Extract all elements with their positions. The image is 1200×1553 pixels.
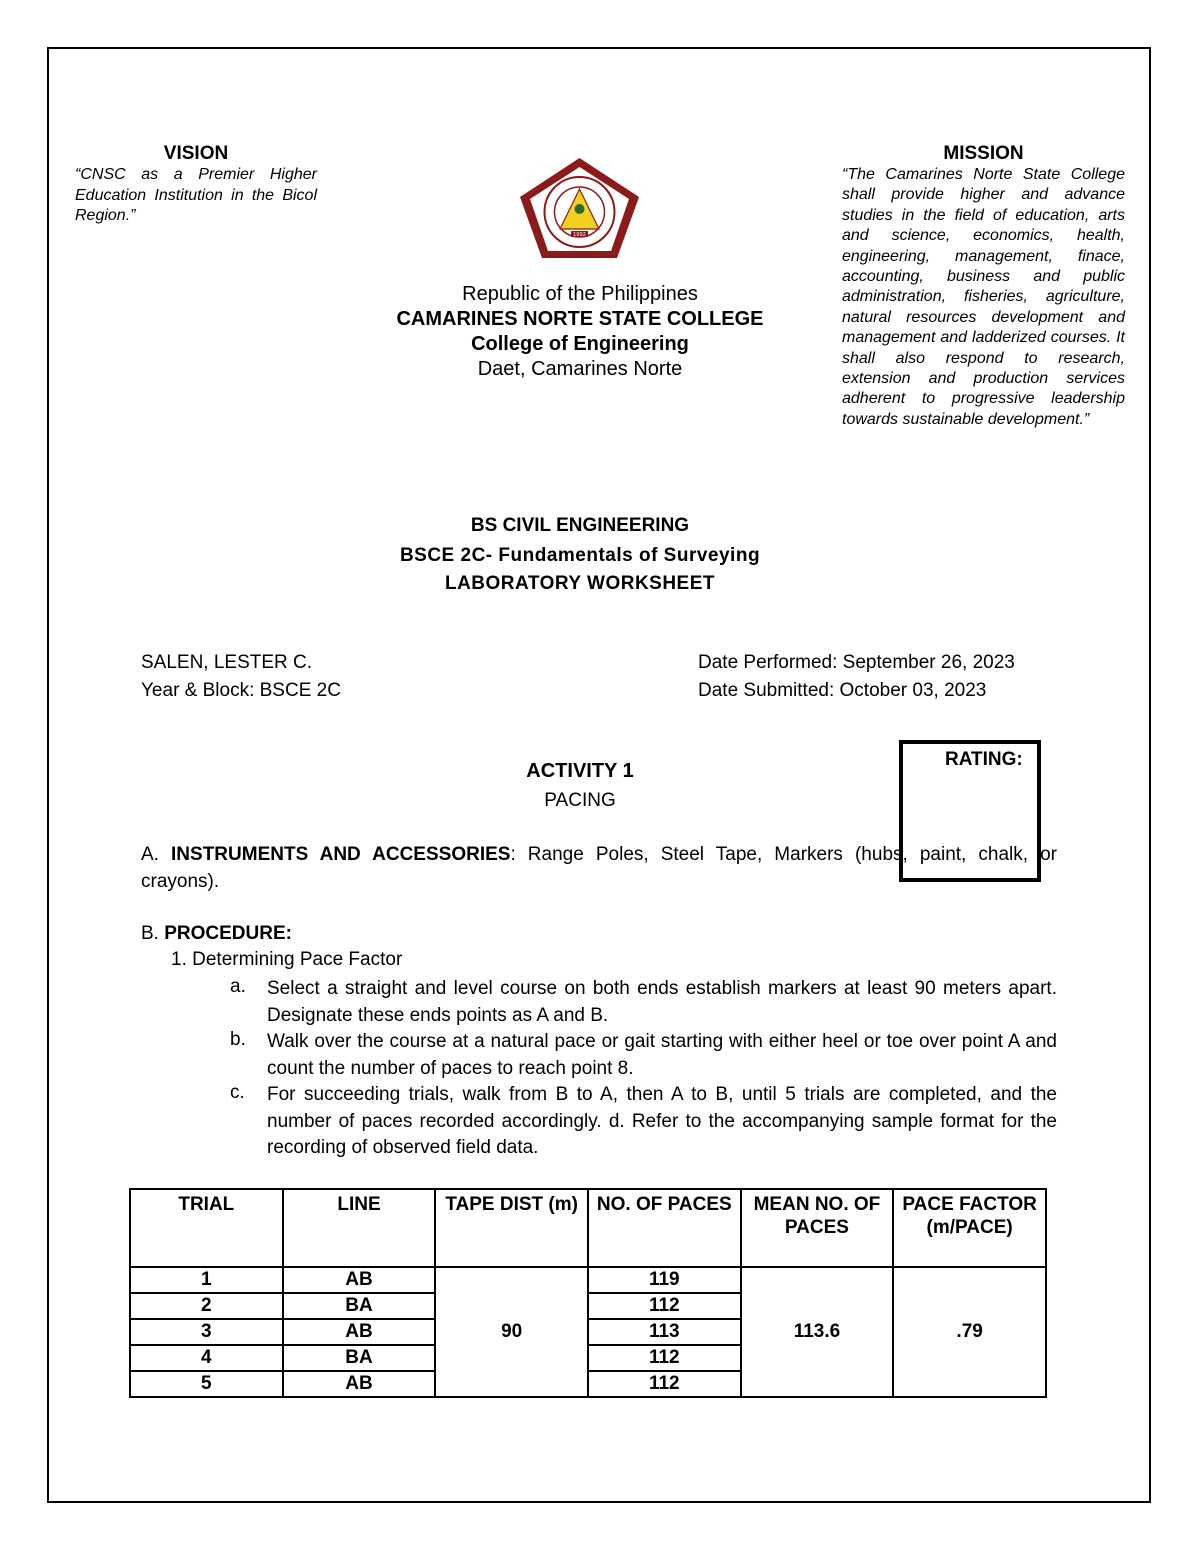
header-pace-factor: PACE FACTOR (m/PACE) — [893, 1189, 1046, 1267]
item-a-text: Select a straight and level course on both ends establish markers at least 90 meters apart. Designate these ends points as A and B. — [267, 978, 1057, 1026]
line-cell: AB — [283, 1319, 436, 1345]
trial-cell: 3 — [130, 1319, 283, 1345]
trial-cell: 2 — [130, 1293, 283, 1319]
student-name: SALEN, LESTER C. — [141, 652, 313, 673]
rating-label: RATING: — [945, 749, 1023, 770]
activity-title: ACTIVITY 1 — [526, 760, 634, 782]
header-tape-dist: TAPE DIST (m) — [435, 1189, 588, 1267]
section-b-letter: B. — [141, 923, 159, 944]
section-a-heading: INSTRUMENTS AND ACCESSORIES — [171, 844, 511, 865]
department-name: College of Engineering — [471, 333, 689, 355]
pace-factor-cell: .79 — [893, 1267, 1046, 1397]
section-b-heading: PROCEDURE: — [164, 923, 292, 944]
item-b-text: Walk over the course at a natural pace or gait starting with either heel or toe over point A and count the number of paces to reach point 8. — [267, 1031, 1057, 1079]
header-no-of-paces: NO. OF PACES — [588, 1189, 741, 1267]
procedure-step: 1. Determining Pace Factor — [171, 949, 403, 970]
section-b — [141, 923, 292, 945]
mean-paces-cell: 113.6 — [741, 1267, 894, 1397]
paces-cell: 112 — [588, 1345, 741, 1371]
item-c-letter: c. — [230, 1082, 245, 1103]
course-title: BSCE 2C- Fundamentals of Surveying — [399, 545, 761, 566]
activity-subtitle: PACING — [544, 790, 616, 811]
item-b-letter: b. — [230, 1029, 246, 1050]
line-cell: AB — [283, 1267, 436, 1293]
item-c-text: For succeeding trials, walk from B to A, then A to B, until 5 trials are completed, and the number of paces recorded accordingly. d. Refer to the accompanying sample format for the recording of observed field data. — [267, 1084, 1057, 1158]
trial-cell: 1 — [130, 1267, 283, 1293]
table-row — [130, 1267, 1046, 1293]
header-line: LINE — [283, 1189, 436, 1267]
seal-year: 1992 — [573, 232, 586, 238]
trial-cell: 5 — [130, 1371, 283, 1397]
year-block: Year & Block: BSCE 2C — [141, 680, 341, 701]
paces-cell: 113 — [588, 1319, 741, 1345]
college-location: Daet, Camarines Norte — [477, 358, 683, 380]
table-header-row — [130, 1189, 1046, 1267]
pacing-data-table — [129, 1188, 1047, 1398]
program-title: BS CIVIL ENGINEERING — [470, 515, 690, 536]
worksheet-title: LABORATORY WORKSHEET — [444, 573, 716, 594]
item-a-letter: a. — [230, 976, 246, 997]
date-performed: Date Performed: September 26, 2023 — [698, 652, 1015, 673]
line-cell: BA — [283, 1293, 436, 1319]
section-a-letter: A. — [141, 844, 159, 865]
header-mean-paces: MEAN NO. OF PACES — [741, 1189, 894, 1267]
line-cell: BA — [283, 1345, 436, 1371]
header-trial: TRIAL — [130, 1189, 283, 1267]
trial-cell: 4 — [130, 1345, 283, 1371]
section-a-text: : Range Poles, Steel Tape, Markers (hubs, paint, chalk, or crayons). — [141, 844, 1057, 892]
vision-title: VISION — [163, 143, 229, 164]
mission-text: “The Camarines Norte State College shall provide higher and advance studies in the field of education, arts and science, economics, health, engineering, management, finace, accounting, business and public administration, fisheries, agriculture, natural resources development and management and ladderized courses. It shall also respond to research, extension and production services adherent to progressive leadership towards sustainable development.” — [842, 166, 1125, 428]
paces-cell: 112 — [588, 1371, 741, 1397]
vision-text: “CNSC as a Premier Higher Education Institution in the Bicol Region.” — [75, 166, 317, 224]
tape-dist-cell: 90 — [435, 1267, 588, 1397]
college-seal-icon — [519, 157, 640, 259]
republic-line: Republic of the Philippines — [462, 283, 698, 305]
paces-cell: 119 — [588, 1267, 741, 1293]
mission-title: MISSION — [943, 143, 1024, 164]
line-cell: AB — [283, 1371, 436, 1397]
date-submitted: Date Submitted: October 03, 2023 — [698, 680, 987, 701]
paces-cell: 112 — [588, 1293, 741, 1319]
college-name: CAMARINES NORTE STATE COLLEGE — [396, 308, 764, 330]
